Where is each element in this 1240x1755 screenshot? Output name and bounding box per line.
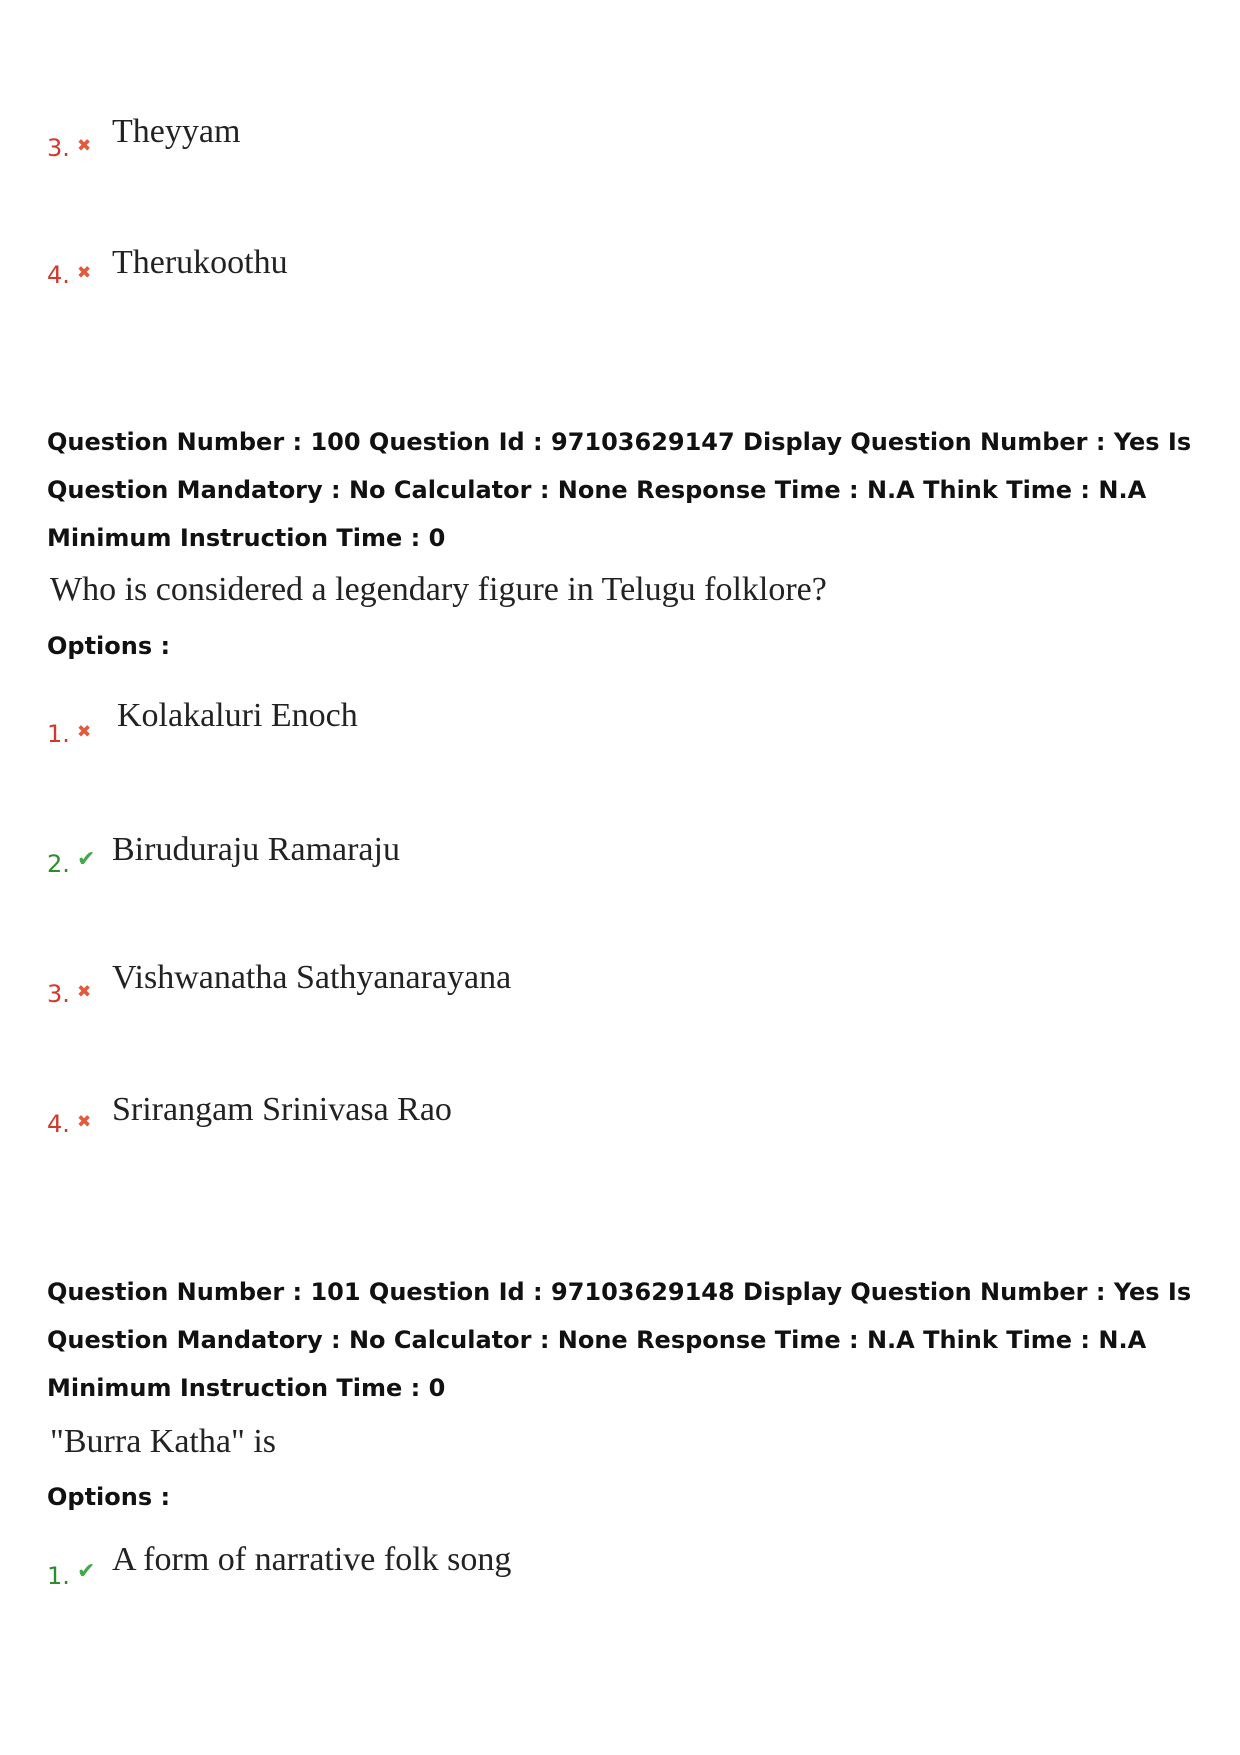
option-1 <box>47 1540 1147 1600</box>
cross-icon: ✖ <box>77 1112 92 1132</box>
question-meta: Question Number : 101 Question Id : 97103629148 Display Question Number : Yes Is Question Mandatory : No Calculator : None Response Time : N.A Think Time : N.A Minimum Instruction Time : 0 <box>47 1278 1192 1402</box>
check-icon: ✔ <box>77 1559 96 1584</box>
option-text: Kolakaluri Enoch <box>117 697 358 734</box>
option-3 <box>47 958 1147 1018</box>
option-4 <box>47 1090 1147 1150</box>
cross-icon: ✖ <box>77 136 92 156</box>
question-text: "Burra Katha" is <box>50 1423 277 1460</box>
option-number: 1. <box>47 1562 70 1590</box>
prev-option-4 <box>47 243 1147 303</box>
option-text: A form of narrative folk song <box>112 1541 512 1578</box>
option-text: Srirangam Srinivasa Rao <box>112 1091 452 1128</box>
option-1 <box>47 696 1147 756</box>
option-text: Vishwanatha Sathyanarayana <box>112 959 512 996</box>
option-number: 2. <box>47 850 70 878</box>
option-number: 3. <box>47 134 70 162</box>
options-label: Options : <box>47 1483 171 1511</box>
cross-icon: ✖ <box>77 263 92 283</box>
option-number: 4. <box>47 1110 70 1138</box>
check-icon: ✔ <box>77 847 96 872</box>
cross-icon: ✖ <box>77 982 92 1002</box>
option-2 <box>47 830 1147 890</box>
option-number: 1. <box>47 720 70 748</box>
option-text: Therukoothu <box>112 244 288 281</box>
option-number: 4. <box>47 261 70 289</box>
options-label: Options : <box>47 632 171 660</box>
question-meta: Question Number : 100 Question Id : 97103629147 Display Question Number : Yes Is Question Mandatory : No Calculator : None Response Time : N.A Think Time : N.A Minimum Instruction Time : 0 <box>47 428 1192 552</box>
cross-icon: ✖ <box>77 722 92 742</box>
prev-option-3 <box>47 112 1147 172</box>
option-text: Biruduraju Ramaraju <box>112 831 400 868</box>
option-text: Theyyam <box>112 113 241 150</box>
question-text: Who is considered a legendary figure in Telugu folklore? <box>50 571 827 608</box>
option-number: 3. <box>47 980 70 1008</box>
